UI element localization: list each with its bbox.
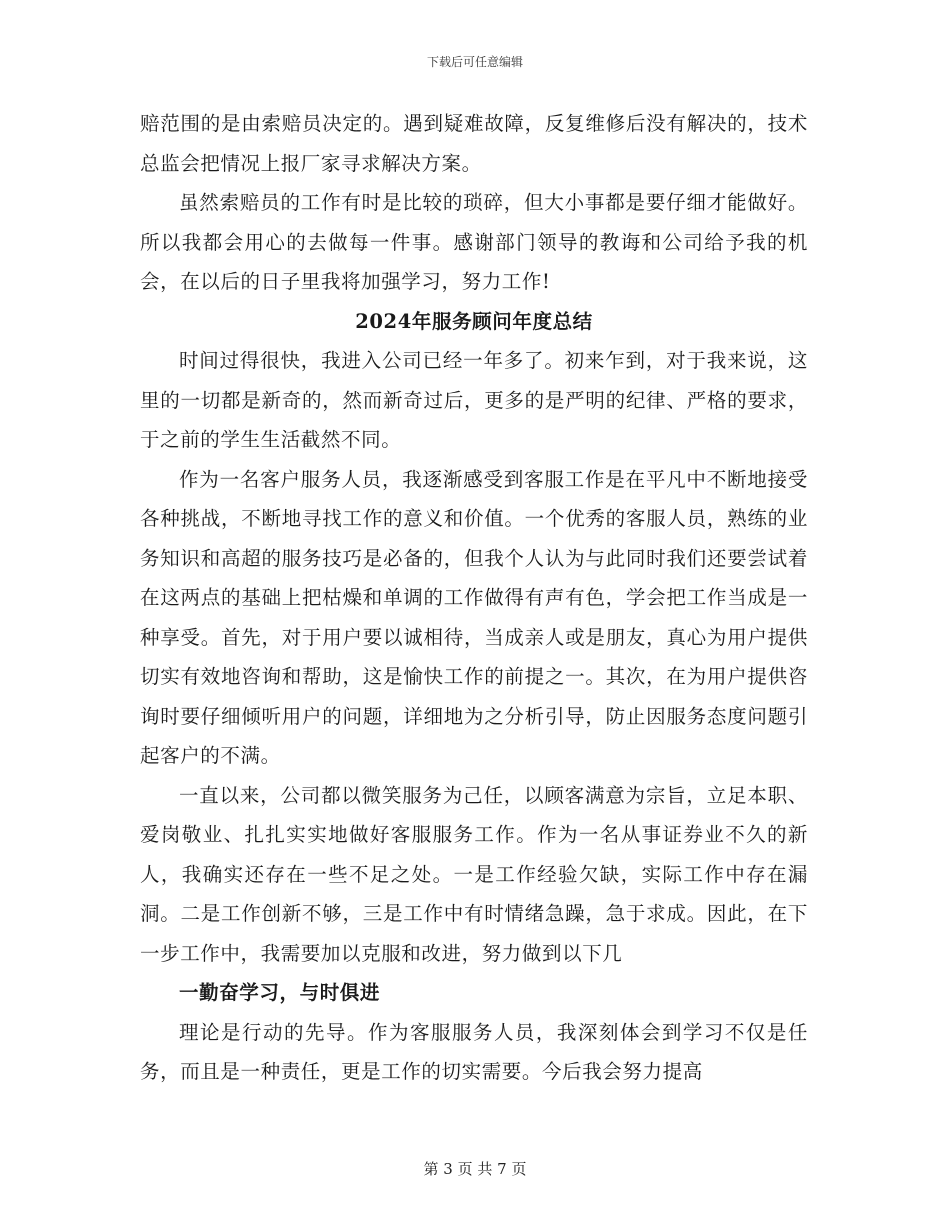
paragraph-2: 作为一名客户服务人员，我逐渐感受到客服工作是在平凡中不断地接受各种挑战，不断地寻找工作的意义和价值。一个优秀的客服人员，熟练的业务知识和高超的服务技巧是必备的，但我个人认为与此同时我们还要尝试着在这两点的基础上把枯燥和单调的工作做得有声有色，学会把工作当成是一种享受。首先，对于用户要以诚相待，当成亲人或是朋友，真心为用户提供切实有效地咨询和帮助，这是愉快工作的前提之一。其次，在为用户提供咨询时要仔细倾听用户的问题，详细地为之分析引导，防止因服务态度问题引起客户的不满。: [140, 467, 808, 767]
paragraph-1: 时间过得很快，我进入公司已经一年多了。初来乍到，对于我来说，这里的一切都是新奇的，然而新奇过后，更多的是严明的纪律、严格的要求，于之前的学生生活截然不同。: [140, 349, 808, 451]
paragraph-3: 一直以来，公司都以微笑服务为己任，以顾客满意为宗旨，立足本职、爱岗敬业、扎扎实实地做好客服服务工作。作为一名从事证券业不久的新人，我确实还存在一些不足之处。一是工作经验欠缺，实际工作中存在漏洞。二是工作创新不够，三是工作中有时情绪急躁，急于求成。因此，在下一步工作中，我需要加以克服和改进，努力做到以下几: [140, 783, 808, 965]
document-title: 2024年服务顾问年度总结: [355, 309, 593, 333]
document-body: [140, 104, 808, 1092]
section-heading-1: 一勤奋学习，与时俱进: [179, 981, 381, 1004]
paragraph-closing: 虽然索赔员的工作有时是比较的琐碎，但大小事都是要仔细才能做好。所以我都会用心的去做每一件事。感谢部门领导的教诲和公司给予我的机会，在以后的日子里我将加强学习，努力工作!: [140, 191, 808, 293]
page-number: 第 3 页 共 7 页: [423, 1160, 527, 1178]
page-header-note: 下载后可任意编辑: [426, 55, 523, 69]
paragraph-4: 理论是行动的先导。作为客服服务人员，我深刻体会到学习不仅是任务，而且是一种责任，更是工作的切实需要。今后我会努力提高: [140, 1020, 808, 1083]
paragraph-continued: 赔范围的是由索赔员决定的。遇到疑难故障，反复维修后没有解决的，技术总监会把情况上报厂家寻求解决方案。: [140, 112, 808, 175]
